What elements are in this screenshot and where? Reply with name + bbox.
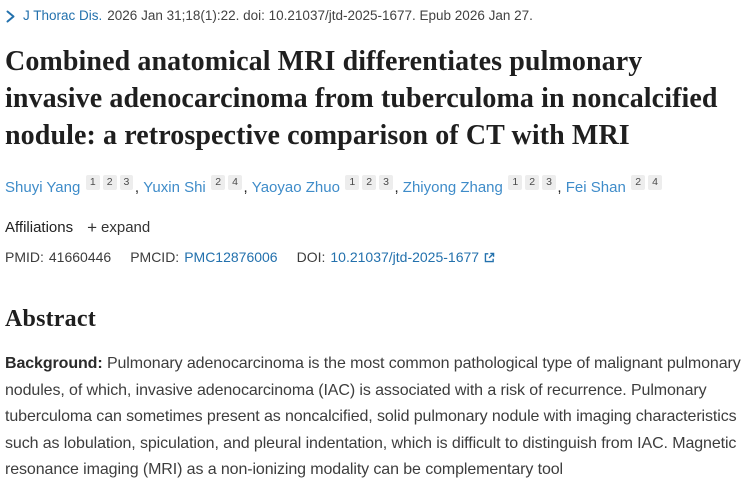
affiliation-number-badge[interactable]: 3 bbox=[542, 175, 556, 190]
plus-icon: + bbox=[87, 218, 98, 237]
external-link-icon bbox=[483, 251, 496, 264]
affiliations-label: Affiliations bbox=[5, 219, 74, 236]
author-separator: , bbox=[243, 179, 252, 196]
pmcid-link[interactable]: PMC12876006 bbox=[184, 249, 278, 265]
author-link[interactable]: Shuyi Yang bbox=[5, 179, 81, 196]
author-affiliation-superscripts bbox=[344, 176, 395, 196]
pmid-label: PMID: bbox=[5, 249, 44, 265]
author-link[interactable]: Yaoyao Zhuo bbox=[251, 179, 340, 196]
affiliation-number-badge[interactable]: 1 bbox=[345, 175, 359, 190]
article-title: Combined anatomical MRI differentiates pulmonary invasive adenocarcinoma from tuberculoma in noncalcified nodule: a retrospective comparison of CT with MRI bbox=[5, 46, 718, 151]
background-label: Background: bbox=[5, 355, 103, 372]
pmcid-group bbox=[130, 249, 277, 265]
affiliation-number-badge[interactable]: 2 bbox=[211, 175, 225, 190]
affiliation-number-badge[interactable]: 1 bbox=[508, 175, 522, 190]
affiliations-row bbox=[5, 219, 745, 236]
affiliation-number-badge[interactable]: 2 bbox=[631, 175, 645, 190]
affiliation-number-badge[interactable]: 2 bbox=[103, 175, 117, 190]
expand-label: expand bbox=[101, 219, 151, 236]
affiliation-number-badge[interactable]: 3 bbox=[379, 175, 393, 190]
author-link[interactable]: Zhiyong Zhang bbox=[402, 179, 503, 196]
abstract-text bbox=[5, 351, 745, 484]
authors-list bbox=[5, 178, 745, 198]
journal-link[interactable]: J Thorac Dis. bbox=[23, 8, 103, 23]
identifiers-row bbox=[5, 249, 745, 265]
citation-details: 2026 Jan 31;18(1):22. doi: 10.21037/jtd-2025-1677. Epub 2026 Jan 27. bbox=[107, 8, 533, 23]
pmcid-label: PMCID: bbox=[130, 249, 180, 265]
author-link[interactable]: Fei Shan bbox=[565, 179, 626, 196]
affiliation-number-badge[interactable]: 4 bbox=[228, 175, 242, 190]
affiliation-number-badge[interactable]: 2 bbox=[525, 175, 539, 190]
author-affiliation-superscripts bbox=[507, 176, 558, 196]
affiliation-number-badge[interactable]: 1 bbox=[86, 175, 100, 190]
affiliation-number-badge[interactable]: 2 bbox=[362, 175, 376, 190]
pmid-group bbox=[5, 249, 111, 265]
background-text: Pulmonary adenocarcinoma is the most common pathological type of malignant pulmonary nodules, of which, invasive adenocarcinoma (IAC) is associated with a risk of recurrence. Pulmonary tuberculoma can sometimes present as noncalcified, solid pulmonary nodule with imaging characteristics such as lobulation, spiculation, and pleural indentation, which is difficult to distinguish from IAC. Magnetic resonance imaging (MRI) as a non-ionizing modality can be complementary tool bbox=[5, 355, 741, 478]
author-link[interactable]: Yuxin Shi bbox=[143, 179, 206, 196]
affiliation-number-badge[interactable]: 4 bbox=[648, 175, 662, 190]
pmid-value: 41660446 bbox=[48, 249, 112, 265]
author-affiliation-superscripts bbox=[630, 176, 664, 196]
doi-group bbox=[297, 249, 496, 265]
author-affiliation-superscripts bbox=[210, 176, 244, 196]
doi-link[interactable]: 10.21037/jtd-2025-1677 bbox=[330, 249, 496, 265]
chevron-right-icon[interactable] bbox=[5, 10, 16, 23]
doi-label: DOI: bbox=[296, 249, 326, 265]
author-separator: , bbox=[394, 179, 403, 196]
citation-line bbox=[5, 7, 745, 25]
author-separator: , bbox=[134, 179, 144, 196]
abstract-heading: Abstract bbox=[5, 306, 96, 332]
author-separator: , bbox=[557, 179, 566, 196]
author-affiliation-superscripts bbox=[84, 176, 135, 196]
expand-affiliations-button[interactable] bbox=[87, 219, 150, 236]
affiliation-number-badge[interactable]: 3 bbox=[120, 175, 134, 190]
